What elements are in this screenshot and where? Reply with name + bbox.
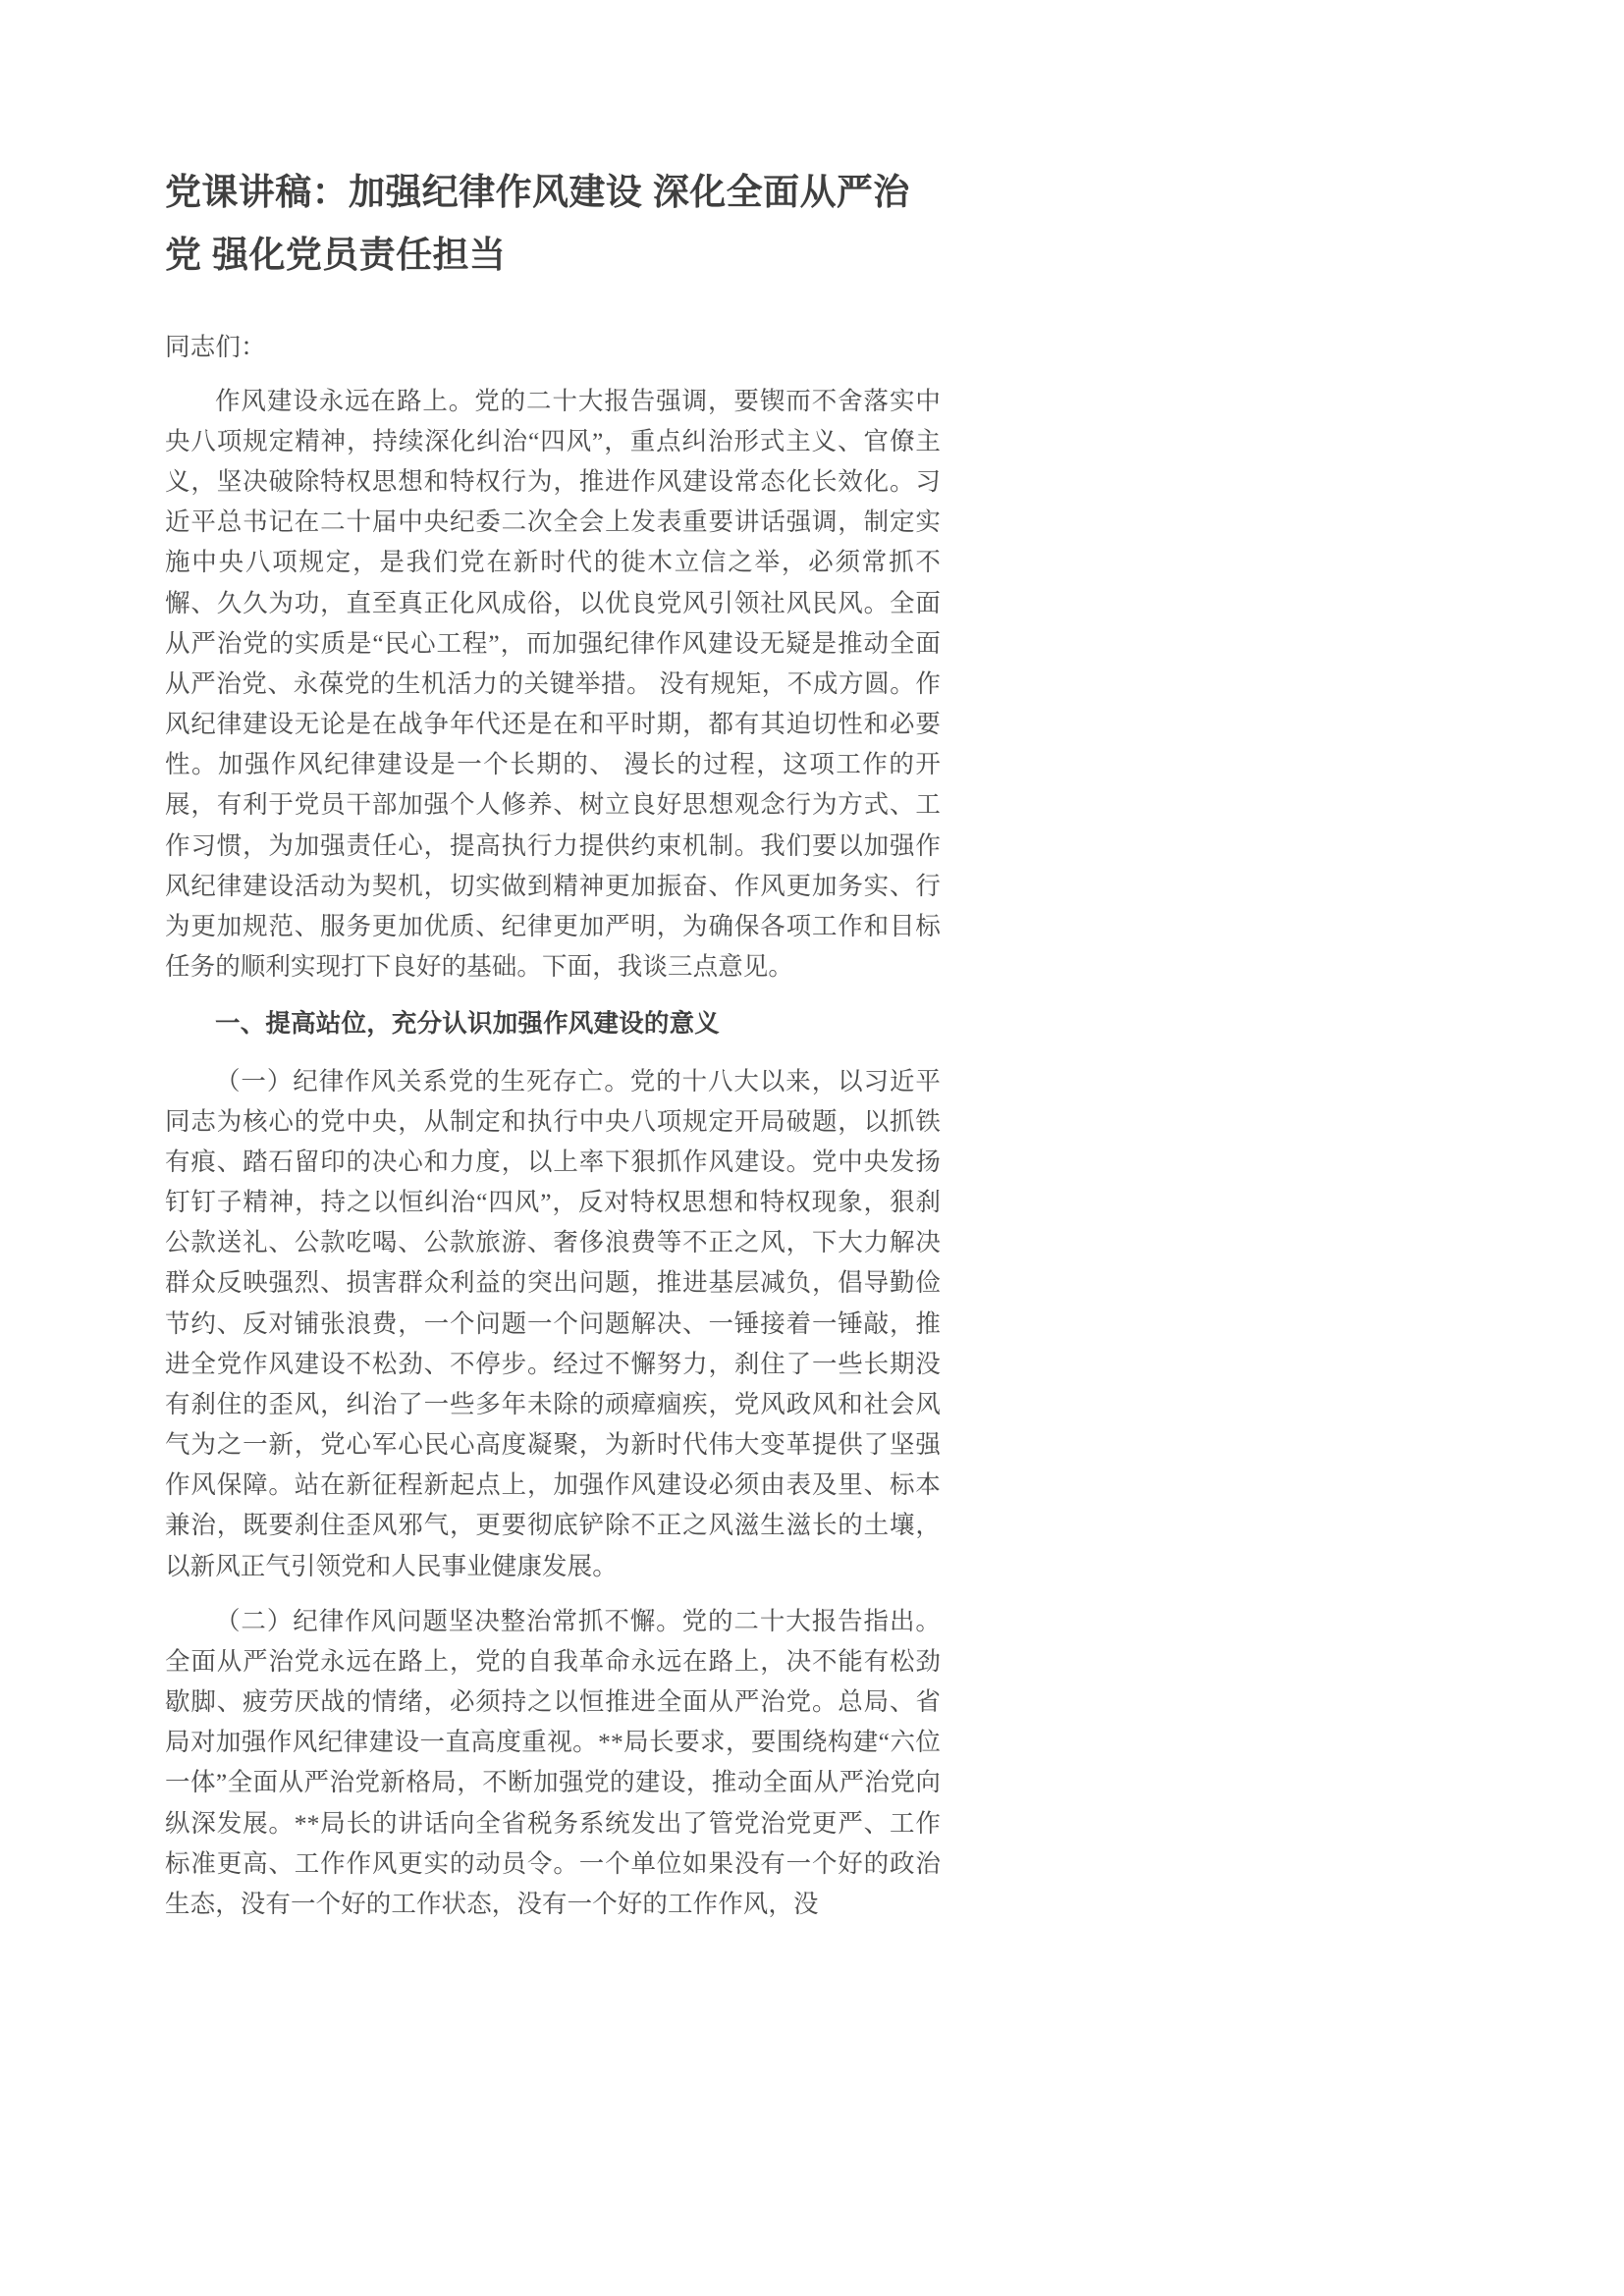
- page-title: 党课讲稿：加强纪律作风建设 深化全面从严治党 强化党员责任担当: [165, 172, 910, 275]
- document-content: [165, 0, 941, 1924]
- section-heading-1: 一、提高站位，充分认识加强作风建设的意义: [215, 1009, 721, 1039]
- paragraph-1-1: （一）纪律作风关系党的生死存亡。党的十八大以来，以习近平同志为核心的党中央，从制定和执行中央八项规定开局破题，以抓铁有痕、踏石留印的决心和力度，以上率下狠抓作风建设。党中央发扬钉钉子精神，持之以恒纠治“四风”，反对特权思想和特权现象，狠刹公款送礼、公款吃喝、公款旅游、奢侈浪费等不正之风，下大力解决群众反映强烈、损害群众利益的突出问题，推进基层减负，倡导勤俭节约、反对铺张浪费，一个问题一个问题解决、一锤接着一锤敲，推进全党作风建设不松劲、不停步。经过不懈努力，刹住了一些长期没有刹住的歪风，纠治了一些多年未除的顽瘴痼疾，党风政风和社会风气为之一新，党心军心民心高度凝聚，为新时代伟大变革提供了坚强作风保障。站在新征程新起点上，加强作风建设必须由表及里、标本兼治，既要刹住歪风邪气，更要彻底铲除不正之风滋生滋长的土壤，以新风正气引领党和人民事业健康发展。: [165, 1066, 941, 1580]
- salutation: 同志们：: [165, 333, 266, 362]
- paragraph-intro: 作风建设永远在路上。党的二十大报告强调，要锲而不舍落实中央八项规定精神，持续深化纠治“四风”，重点纠治形式主义、官僚主义，坚决破除特权思想和特权行为，推进作风建设常态化长效化。习近平总书记在二十届中央纪委二次全会上发表重要讲话强调，制定实施中央八项规定，是我们党在新时代的徙木立信之举，必须常抓不懈、久久为功，直至真正化风成俗，以优良党风引领社风民风。全面从严治党的实质是“民心工程”，而加强纪律作风建设无疑是推动全面从严治党、永葆党的生机活力的关键举措。 没有规矩，不成方圆。作风纪律建设无论是在战争年代还是在和平时期，都有其迫切性和必要性。加强作风纪律建设是一个长期的、 漫长的过程，这项工作的开展，有利于党员干部加强个人修养、树立良好思想观念行为方式、工作习惯，为加强责任心，提高执行力提供约束机制。我们要以加强作风纪律建设活动为契机，切实做到精神更加振奋、作风更加务实、行为更加规范、服务更加优质、纪律更加严明，为确保各项工作和目标任务的顺利实现打下良好的基础。下面，我谈三点意见。: [165, 386, 941, 982]
- paragraph-1-2: （二）纪律作风问题坚决整治常抓不懈。党的二十大报告指出。全面从严治党永远在路上，党的自我革命永远在路上，决不能有松劲歇脚、疲劳厌战的情绪，必须持之以恒推进全面从严治党。总局、省局对加强作风纪律建设一直高度重视。**局长要求，要围绕构建“六位一体”全面从严治党新格局，不断加强党的建设，推动全面从严治党向纵深发展。**局长的讲话向全省税务系统发出了管党治党更严、工作标准更高、工作作风更实的动员令。一个单位如果没有一个好的政治生态，没有一个好的工作状态，没有一个好的工作作风，没: [165, 1606, 941, 1918]
